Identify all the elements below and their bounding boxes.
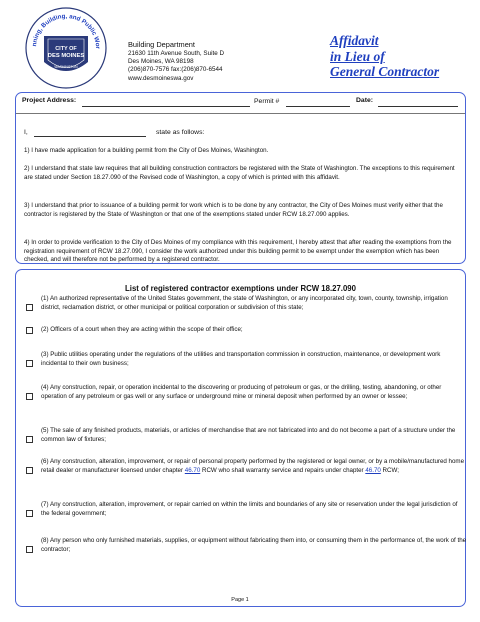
exemption-5-checkbox[interactable] [26,436,33,443]
form-divider [16,113,465,114]
name-input[interactable] [34,136,146,137]
exemption-5-text: (5) The sale of any finished products, materials, or articles of merchandise that are not fabricated into and do not become a part of a structure under the common law of fixtures; [41,427,456,443]
statement-3: 3) I understand that prior to issuance of a building permit for work which is to be done by any contractor, the City of Des Moines must verify either that the contractor is registered by the State of Washington or that one of the exemptions stated under RCW 18.27.090 applies. [24,202,443,218]
exemptions-panel [15,269,466,607]
title-line2: in Lieu of [330,48,385,64]
department-address-line1: 21630 11th Avenue South, Suite D [128,50,225,57]
exemption-7-text: (7) Any construction, alteration, improvement, or repair carried on within the limits and boundaries of any site or reservation under the legal jurisdiction of the federal government; [41,501,458,517]
city-seal-icon [24,6,108,90]
statement-2: 2) I understand that state law requires that all building construction contractors be registered with the State of Washington. The exceptions to this requirement are stated under Section 18.27.090 of the Revised code of Washington, a copy of which is printed with this affidavit. [24,165,455,181]
project-address-input[interactable] [82,106,250,107]
department-info [128,40,224,83]
exemption-1-text: (1) An authorized representative of the United States government, the state of Washington, or any incorporated city, town, county, township, irrigation district, reclamation district, or other municipal or political corporation or subdivision of this state; [41,295,448,311]
exemption-6-checkbox[interactable] [26,467,33,474]
exemption-4-checkbox[interactable] [26,393,33,400]
exemption-3-checkbox[interactable] [26,360,33,367]
exemption-8-checkbox[interactable] [26,546,33,553]
exemptions-list-title: List of registered contractor exemptions under RCW 18.27.090 [125,284,356,293]
statement-1: 1) I have made application for a building permit from the City of Des Moines, Washington. [24,147,269,154]
exemption-6-text-a: (6) Any construction, alteration, improvement, or repair of personal property performed by the registered or legal owner, or by a mobile/manufactured home retail dealer or manufacturer licensed under chapter [41,458,465,474]
date-input[interactable] [378,106,458,107]
svg-text:WASHINGTON: WASHINGTON [54,65,78,69]
exemption-6-text-b: RCW who shall warranty service and repairs under chapter [200,466,366,474]
permit-label: Permit # [254,98,280,105]
exemption-2-text: (2) Officers of a court when they are acting within the scope of their office; [41,326,243,333]
department-address-line2: Des Moines, WA 98198 [128,58,194,66]
department-phone: (206)870-7576 fax:(206)870-6544 [128,66,223,74]
exemption-6-text-c: RCW; [380,466,399,474]
statement-4: 4) In order to provide verification to the City of Des Moines of my compliance with this requirement, I hereby attest that after reading the exemptions from the registration requirement of RCW 18.27.090, I consider the work authorized under this building permit to be exempt under the exemption which has been checked, and will therefore not be performed by a registered contractor. [24,239,452,264]
exemption-1-checkbox[interactable] [26,304,33,311]
rcw-46-70-link[interactable]: 46.70 [184,466,201,474]
project-address-label: Project Address: [22,97,77,104]
svg-text:DES MOINES: DES MOINES [47,53,85,59]
permit-number-input[interactable] [286,106,350,107]
rcw-46-70-link-2[interactable]: 46.70 [365,466,381,474]
svg-text:Planning, Building, and Public: nning, Building, and Public Wor [31,12,102,50]
svg-text:CITY OF: CITY OF [55,46,77,52]
date-label: Date: [356,97,373,104]
title-line1: Affidavit [330,33,379,48]
department-name: Building Department [128,40,195,49]
title-line3: General Contractor [330,64,440,79]
exemption-4-text: (4) Any construction, repair, or operation incidental to the discovering or producing of petroleum or gas, or the drilling, testing, abandoning, or other operation of any petroleum or gas well or any surface or underground mine or mineral deposit when performed by an owner or lessee; [41,384,442,400]
state-follows-label: state as follows: [156,129,205,136]
city-seal-logo [24,6,108,90]
exemption-7-checkbox[interactable] [26,510,33,517]
document-title [330,33,439,80]
department-website: www.desmoineswa.gov [128,74,194,82]
affidavit-panel [15,92,466,264]
exemption-3-text: (3) Public utilities operating under the regulations of the utilities and transportation commission in construction, maintenance, or development work incidental to their own business; [41,351,441,367]
exemption-2-checkbox[interactable] [26,327,33,334]
exemption-8-text: (8) Any person who only furnished materials, supplies, or equipment without fabricating them into, or consuming them in the performance of, the work of the contractor; [41,537,467,553]
page-number: Page 1 [231,597,249,603]
name-label: I, [24,129,28,136]
exemption-6-text [41,458,467,475]
